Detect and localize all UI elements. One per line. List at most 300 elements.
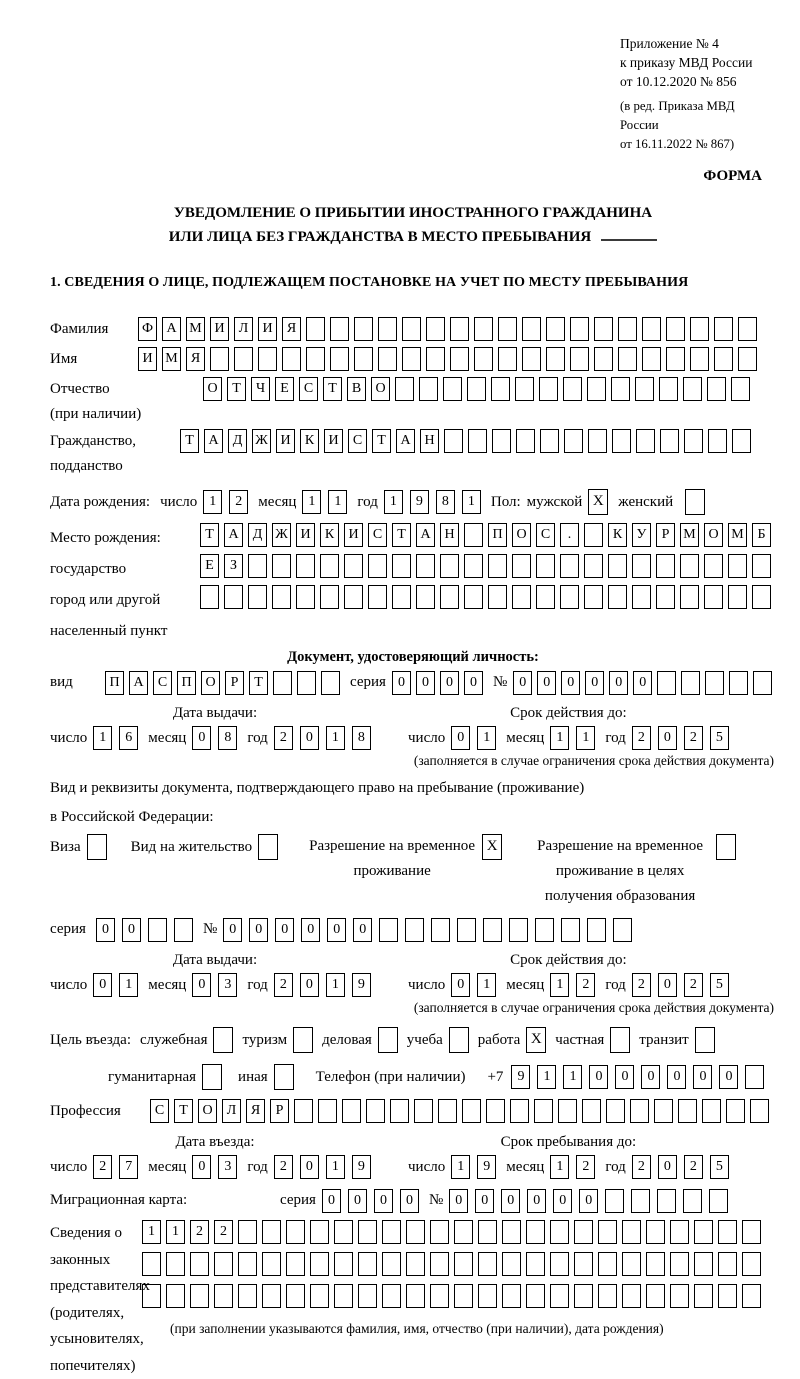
char-cell[interactable]: 0	[192, 726, 211, 750]
char-cell[interactable]: 2	[576, 973, 595, 997]
char-cell[interactable]	[416, 585, 435, 609]
char-cell[interactable]	[379, 918, 398, 942]
char-cell[interactable]	[483, 918, 502, 942]
char-cell[interactable]	[390, 1099, 409, 1123]
char-cell[interactable]: З	[224, 554, 243, 578]
char-cell[interactable]: 0	[275, 918, 294, 942]
char-cell[interactable]: 0	[300, 1155, 319, 1179]
temp-residence-checkbox[interactable]: X	[482, 834, 502, 860]
char-cell[interactable]	[450, 347, 469, 371]
char-cell[interactable]	[750, 1099, 769, 1123]
char-cell[interactable]: Ч	[251, 377, 270, 401]
char-cell[interactable]	[321, 671, 340, 695]
char-cell[interactable]	[670, 1252, 689, 1276]
char-cell[interactable]: 9	[477, 1155, 496, 1179]
char-cell[interactable]	[366, 1099, 385, 1123]
char-cell[interactable]: М	[680, 523, 699, 547]
char-cell[interactable]: 1	[119, 973, 138, 997]
char-cell[interactable]	[330, 317, 349, 341]
char-cell[interactable]	[174, 918, 193, 942]
char-cell[interactable]	[258, 347, 277, 371]
char-cell[interactable]	[392, 585, 411, 609]
char-cell[interactable]	[728, 554, 747, 578]
purpose-transit-checkbox[interactable]	[695, 1027, 715, 1053]
char-cell[interactable]: 2	[632, 973, 651, 997]
char-cell[interactable]	[714, 317, 733, 341]
char-cell[interactable]	[694, 1252, 713, 1276]
char-cell[interactable]: 0	[192, 973, 211, 997]
char-cell[interactable]: Ж	[272, 523, 291, 547]
char-cell[interactable]	[262, 1252, 281, 1276]
char-cell[interactable]: Л	[234, 317, 253, 341]
char-cell[interactable]	[752, 554, 771, 578]
char-cell[interactable]: Е	[200, 554, 219, 578]
char-cell[interactable]	[742, 1252, 761, 1276]
char-cell[interactable]	[310, 1252, 329, 1276]
char-cell[interactable]: 1	[451, 1155, 470, 1179]
char-cell[interactable]	[405, 918, 424, 942]
char-cell[interactable]	[657, 1189, 676, 1213]
char-cell[interactable]: А	[396, 429, 415, 453]
char-cell[interactable]: 0	[374, 1189, 393, 1213]
char-cell[interactable]	[714, 347, 733, 371]
char-cell[interactable]	[642, 317, 661, 341]
char-cell[interactable]: С	[153, 671, 172, 695]
char-cell[interactable]: Т	[372, 429, 391, 453]
char-cell[interactable]: 2	[274, 1155, 293, 1179]
char-cell[interactable]	[214, 1284, 233, 1308]
char-cell[interactable]	[368, 585, 387, 609]
char-cell[interactable]	[536, 554, 555, 578]
char-cell[interactable]: 0	[585, 671, 604, 695]
char-cell[interactable]: 0	[589, 1065, 608, 1089]
char-cell[interactable]: Ф	[138, 317, 157, 341]
char-cell[interactable]	[632, 585, 651, 609]
char-cell[interactable]	[598, 1284, 617, 1308]
char-cell[interactable]	[612, 429, 631, 453]
char-cell[interactable]: И	[324, 429, 343, 453]
char-cell[interactable]: Д	[228, 429, 247, 453]
char-cell[interactable]	[272, 554, 291, 578]
char-cell[interactable]	[536, 585, 555, 609]
char-cell[interactable]	[502, 1252, 521, 1276]
char-cell[interactable]: О	[201, 671, 220, 695]
char-cell[interactable]	[584, 585, 603, 609]
char-cell[interactable]	[613, 918, 632, 942]
char-cell[interactable]: 0	[561, 671, 580, 695]
char-cell[interactable]: 9	[352, 973, 371, 997]
char-cell[interactable]	[564, 429, 583, 453]
char-cell[interactable]	[708, 429, 727, 453]
char-cell[interactable]	[605, 1189, 624, 1213]
char-cell[interactable]	[478, 1220, 497, 1244]
char-cell[interactable]	[382, 1220, 401, 1244]
char-cell[interactable]	[563, 377, 582, 401]
char-cell[interactable]: 1	[550, 973, 569, 997]
char-cell[interactable]	[502, 1220, 521, 1244]
char-cell[interactable]: К	[608, 523, 627, 547]
char-cell[interactable]	[468, 429, 487, 453]
char-cell[interactable]	[474, 347, 493, 371]
char-cell[interactable]: 0	[93, 973, 112, 997]
char-cell[interactable]: О	[203, 377, 222, 401]
char-cell[interactable]: Д	[248, 523, 267, 547]
char-cell[interactable]	[354, 317, 373, 341]
char-cell[interactable]	[718, 1252, 737, 1276]
char-cell[interactable]	[588, 429, 607, 453]
char-cell[interactable]	[584, 554, 603, 578]
char-cell[interactable]: О	[512, 523, 531, 547]
char-cell[interactable]: И	[138, 347, 157, 371]
char-cell[interactable]	[618, 347, 637, 371]
char-cell[interactable]: 1	[93, 726, 112, 750]
char-cell[interactable]	[286, 1284, 305, 1308]
char-cell[interactable]: 9	[352, 1155, 371, 1179]
char-cell[interactable]: 0	[464, 671, 483, 695]
char-cell[interactable]: Р	[225, 671, 244, 695]
char-cell[interactable]: 1	[563, 1065, 582, 1089]
char-cell[interactable]	[540, 429, 559, 453]
purpose-work-checkbox[interactable]: X	[526, 1027, 546, 1053]
char-cell[interactable]	[608, 585, 627, 609]
char-cell[interactable]: С	[150, 1099, 169, 1123]
purpose-other-checkbox[interactable]	[274, 1064, 294, 1090]
char-cell[interactable]	[694, 1284, 713, 1308]
char-cell[interactable]: 1	[384, 490, 403, 514]
char-cell[interactable]	[622, 1220, 641, 1244]
char-cell[interactable]: 1	[326, 726, 345, 750]
char-cell[interactable]	[550, 1252, 569, 1276]
char-cell[interactable]	[354, 347, 373, 371]
char-cell[interactable]: А	[224, 523, 243, 547]
char-cell[interactable]: П	[105, 671, 124, 695]
char-cell[interactable]	[707, 377, 726, 401]
char-cell[interactable]: 0	[300, 973, 319, 997]
char-cell[interactable]	[402, 317, 421, 341]
char-cell[interactable]	[753, 671, 772, 695]
char-cell[interactable]	[262, 1220, 281, 1244]
char-cell[interactable]: 0	[122, 918, 141, 942]
female-checkbox[interactable]	[685, 489, 705, 515]
char-cell[interactable]	[666, 317, 685, 341]
char-cell[interactable]	[358, 1220, 377, 1244]
char-cell[interactable]: 2	[576, 1155, 595, 1179]
char-cell[interactable]: С	[348, 429, 367, 453]
char-cell[interactable]	[440, 554, 459, 578]
char-cell[interactable]	[282, 347, 301, 371]
char-cell[interactable]: М	[186, 317, 205, 341]
char-cell[interactable]	[598, 1220, 617, 1244]
char-cell[interactable]: 0	[327, 918, 346, 942]
residence-permit-checkbox[interactable]	[258, 834, 278, 860]
char-cell[interactable]	[368, 554, 387, 578]
char-cell[interactable]	[587, 918, 606, 942]
char-cell[interactable]	[467, 377, 486, 401]
char-cell[interactable]	[666, 347, 685, 371]
char-cell[interactable]	[190, 1284, 209, 1308]
char-cell[interactable]	[516, 429, 535, 453]
purpose-commercial-checkbox[interactable]	[378, 1027, 398, 1053]
char-cell[interactable]: И	[344, 523, 363, 547]
char-cell[interactable]	[248, 585, 267, 609]
char-cell[interactable]	[570, 317, 589, 341]
char-cell[interactable]	[660, 429, 679, 453]
char-cell[interactable]: Е	[275, 377, 294, 401]
char-cell[interactable]	[678, 1099, 697, 1123]
char-cell[interactable]: 0	[615, 1065, 634, 1089]
char-cell[interactable]	[636, 429, 655, 453]
char-cell[interactable]: У	[632, 523, 651, 547]
char-cell[interactable]: 0	[440, 671, 459, 695]
char-cell[interactable]	[306, 347, 325, 371]
char-cell[interactable]	[632, 554, 651, 578]
char-cell[interactable]: И	[210, 317, 229, 341]
char-cell[interactable]	[431, 918, 450, 942]
char-cell[interactable]	[526, 1252, 545, 1276]
char-cell[interactable]	[729, 671, 748, 695]
char-cell[interactable]: 8	[352, 726, 371, 750]
char-cell[interactable]	[702, 1099, 721, 1123]
char-cell[interactable]	[310, 1220, 329, 1244]
char-cell[interactable]	[148, 918, 167, 942]
char-cell[interactable]	[296, 554, 315, 578]
char-cell[interactable]	[683, 1189, 702, 1213]
char-cell[interactable]: 1	[302, 490, 321, 514]
char-cell[interactable]	[515, 377, 534, 401]
char-cell[interactable]: И	[276, 429, 295, 453]
char-cell[interactable]	[510, 1099, 529, 1123]
char-cell[interactable]	[560, 554, 579, 578]
char-cell[interactable]	[392, 554, 411, 578]
char-cell[interactable]: 0	[223, 918, 242, 942]
char-cell[interactable]: 0	[667, 1065, 686, 1089]
char-cell[interactable]: 2	[229, 490, 248, 514]
char-cell[interactable]	[234, 347, 253, 371]
char-cell[interactable]	[670, 1284, 689, 1308]
char-cell[interactable]: 0	[400, 1189, 419, 1213]
char-cell[interactable]: 0	[96, 918, 115, 942]
char-cell[interactable]	[142, 1252, 161, 1276]
char-cell[interactable]	[286, 1252, 305, 1276]
char-cell[interactable]	[382, 1252, 401, 1276]
char-cell[interactable]: А	[204, 429, 223, 453]
char-cell[interactable]: 5	[710, 973, 729, 997]
char-cell[interactable]	[680, 585, 699, 609]
char-cell[interactable]: 1	[550, 1155, 569, 1179]
char-cell[interactable]: 6	[119, 726, 138, 750]
char-cell[interactable]	[478, 1252, 497, 1276]
char-cell[interactable]: 1	[537, 1065, 556, 1089]
char-cell[interactable]	[430, 1284, 449, 1308]
char-cell[interactable]	[395, 377, 414, 401]
char-cell[interactable]: 2	[274, 726, 293, 750]
char-cell[interactable]	[378, 317, 397, 341]
char-cell[interactable]: 0	[451, 726, 470, 750]
char-cell[interactable]	[694, 1220, 713, 1244]
char-cell[interactable]: Н	[420, 429, 439, 453]
char-cell[interactable]: Т	[323, 377, 342, 401]
char-cell[interactable]	[680, 554, 699, 578]
char-cell[interactable]: 2	[684, 973, 703, 997]
purpose-private-checkbox[interactable]	[610, 1027, 630, 1053]
char-cell[interactable]: 1	[477, 726, 496, 750]
char-cell[interactable]	[406, 1284, 425, 1308]
char-cell[interactable]	[238, 1252, 257, 1276]
char-cell[interactable]: Л	[222, 1099, 241, 1123]
char-cell[interactable]: А	[129, 671, 148, 695]
char-cell[interactable]	[738, 347, 757, 371]
char-cell[interactable]: П	[177, 671, 196, 695]
char-cell[interactable]	[656, 585, 675, 609]
char-cell[interactable]	[402, 347, 421, 371]
char-cell[interactable]: О	[704, 523, 723, 547]
char-cell[interactable]	[718, 1284, 737, 1308]
char-cell[interactable]	[574, 1284, 593, 1308]
char-cell[interactable]	[594, 347, 613, 371]
char-cell[interactable]	[294, 1099, 313, 1123]
char-cell[interactable]	[745, 1065, 764, 1089]
char-cell[interactable]	[690, 347, 709, 371]
char-cell[interactable]: 2	[632, 726, 651, 750]
char-cell[interactable]	[454, 1284, 473, 1308]
char-cell[interactable]	[344, 554, 363, 578]
char-cell[interactable]	[273, 671, 292, 695]
char-cell[interactable]	[752, 585, 771, 609]
char-cell[interactable]	[738, 317, 757, 341]
char-cell[interactable]	[430, 1220, 449, 1244]
char-cell[interactable]	[608, 554, 627, 578]
char-cell[interactable]: 0	[553, 1189, 572, 1213]
char-cell[interactable]	[334, 1284, 353, 1308]
char-cell[interactable]	[681, 671, 700, 695]
char-cell[interactable]: О	[198, 1099, 217, 1123]
char-cell[interactable]	[535, 918, 554, 942]
char-cell[interactable]	[492, 429, 511, 453]
char-cell[interactable]	[238, 1284, 257, 1308]
char-cell[interactable]: 0	[192, 1155, 211, 1179]
char-cell[interactable]	[454, 1220, 473, 1244]
char-cell[interactable]: 3	[218, 973, 237, 997]
char-cell[interactable]: 1	[328, 490, 347, 514]
char-cell[interactable]	[657, 671, 676, 695]
char-cell[interactable]	[382, 1284, 401, 1308]
char-cell[interactable]	[438, 1099, 457, 1123]
male-checkbox[interactable]: X	[588, 489, 608, 515]
char-cell[interactable]	[238, 1220, 257, 1244]
char-cell[interactable]	[546, 317, 565, 341]
char-cell[interactable]: 5	[710, 1155, 729, 1179]
char-cell[interactable]	[646, 1252, 665, 1276]
char-cell[interactable]	[464, 554, 483, 578]
char-cell[interactable]	[378, 347, 397, 371]
temp-residence-education-checkbox[interactable]	[716, 834, 736, 860]
char-cell[interactable]	[426, 317, 445, 341]
char-cell[interactable]	[306, 317, 325, 341]
char-cell[interactable]	[509, 918, 528, 942]
char-cell[interactable]	[310, 1284, 329, 1308]
char-cell[interactable]	[642, 347, 661, 371]
char-cell[interactable]	[512, 585, 531, 609]
char-cell[interactable]: 1	[462, 490, 481, 514]
purpose-humanitarian-checkbox[interactable]	[202, 1064, 222, 1090]
char-cell[interactable]: С	[368, 523, 387, 547]
char-cell[interactable]	[560, 585, 579, 609]
char-cell[interactable]	[414, 1099, 433, 1123]
char-cell[interactable]	[683, 377, 702, 401]
char-cell[interactable]	[546, 347, 565, 371]
char-cell[interactable]	[718, 1220, 737, 1244]
char-cell[interactable]: 0	[693, 1065, 712, 1089]
char-cell[interactable]	[622, 1284, 641, 1308]
char-cell[interactable]	[709, 1189, 728, 1213]
char-cell[interactable]: Р	[270, 1099, 289, 1123]
char-cell[interactable]	[406, 1220, 425, 1244]
char-cell[interactable]	[457, 918, 476, 942]
char-cell[interactable]	[635, 377, 654, 401]
char-cell[interactable]	[430, 1252, 449, 1276]
char-cell[interactable]	[526, 1284, 545, 1308]
char-cell[interactable]	[587, 377, 606, 401]
char-cell[interactable]: 2	[93, 1155, 112, 1179]
char-cell[interactable]: А	[416, 523, 435, 547]
char-cell[interactable]	[320, 554, 339, 578]
char-cell[interactable]: 8	[218, 726, 237, 750]
char-cell[interactable]	[474, 317, 493, 341]
char-cell[interactable]: 0	[451, 973, 470, 997]
char-cell[interactable]: 1	[326, 973, 345, 997]
char-cell[interactable]	[454, 1252, 473, 1276]
char-cell[interactable]	[618, 317, 637, 341]
char-cell[interactable]	[498, 347, 517, 371]
char-cell[interactable]: 0	[322, 1189, 341, 1213]
char-cell[interactable]: 7	[119, 1155, 138, 1179]
char-cell[interactable]	[646, 1284, 665, 1308]
char-cell[interactable]	[598, 1252, 617, 1276]
char-cell[interactable]: 5	[710, 726, 729, 750]
char-cell[interactable]: 3	[218, 1155, 237, 1179]
char-cell[interactable]	[522, 317, 541, 341]
char-cell[interactable]	[464, 523, 483, 547]
char-cell[interactable]	[406, 1252, 425, 1276]
char-cell[interactable]: В	[347, 377, 366, 401]
char-cell[interactable]	[486, 1099, 505, 1123]
char-cell[interactable]	[539, 377, 558, 401]
char-cell[interactable]: 1	[326, 1155, 345, 1179]
char-cell[interactable]: 0	[658, 1155, 677, 1179]
char-cell[interactable]	[522, 347, 541, 371]
char-cell[interactable]: 0	[353, 918, 372, 942]
char-cell[interactable]	[705, 671, 724, 695]
char-cell[interactable]: 1	[203, 490, 222, 514]
char-cell[interactable]	[491, 377, 510, 401]
char-cell[interactable]	[426, 347, 445, 371]
purpose-study-checkbox[interactable]	[449, 1027, 469, 1053]
char-cell[interactable]: 0	[249, 918, 268, 942]
char-cell[interactable]: П	[488, 523, 507, 547]
char-cell[interactable]: 0	[658, 726, 677, 750]
char-cell[interactable]	[262, 1284, 281, 1308]
char-cell[interactable]: 0	[449, 1189, 468, 1213]
char-cell[interactable]: С	[536, 523, 555, 547]
char-cell[interactable]: 0	[537, 671, 556, 695]
char-cell[interactable]	[558, 1099, 577, 1123]
char-cell[interactable]	[550, 1220, 569, 1244]
char-cell[interactable]	[582, 1099, 601, 1123]
char-cell[interactable]: О	[371, 377, 390, 401]
char-cell[interactable]: М	[728, 523, 747, 547]
char-cell[interactable]	[570, 347, 589, 371]
char-cell[interactable]: 1	[576, 726, 595, 750]
